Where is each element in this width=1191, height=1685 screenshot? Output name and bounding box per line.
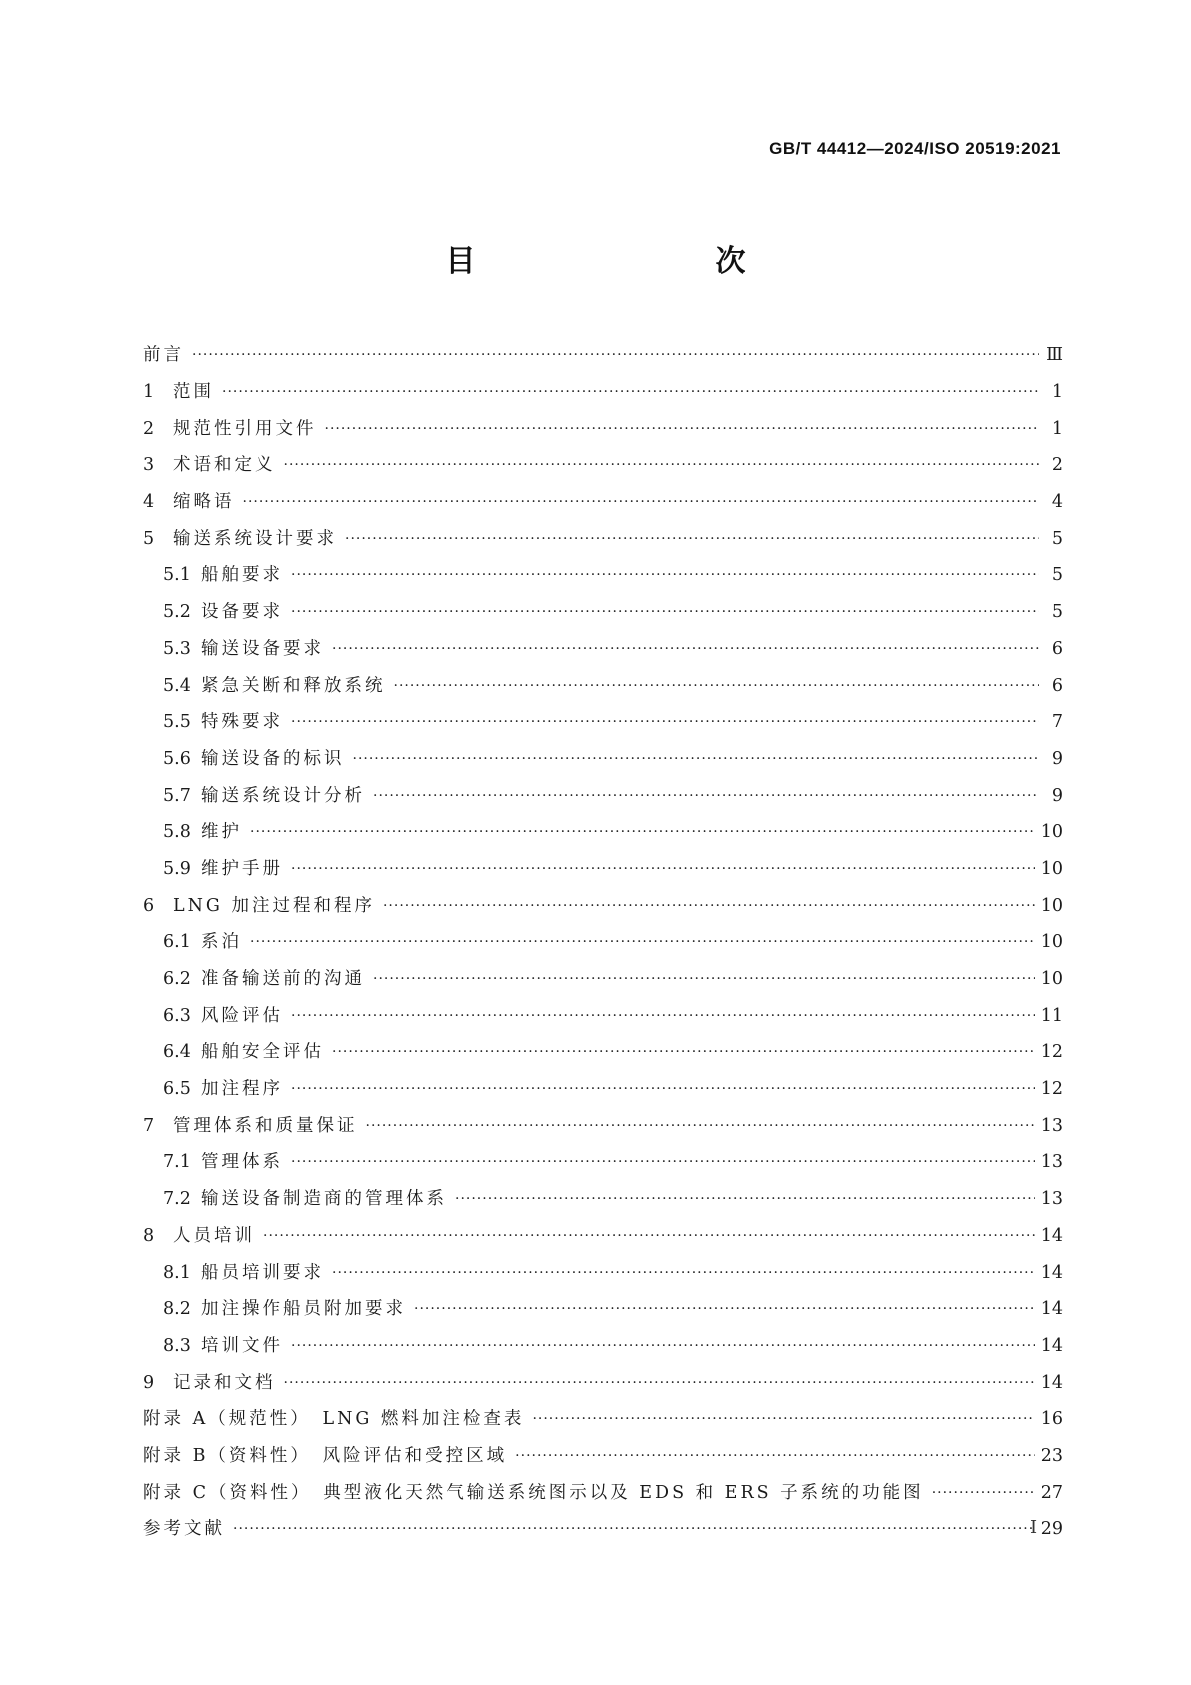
page-title: 目 次: [445, 244, 806, 279]
toc-dot-leader: [532, 1408, 1034, 1430]
toc-entry[interactable]: [143, 1328, 1063, 1365]
toc-dot-leader: [243, 491, 1040, 513]
toc-entry-number: 5.5: [163, 712, 191, 733]
toc-entry-title: 输送系统设计要求: [173, 528, 337, 549]
toc-entry-page: 14: [1040, 1335, 1063, 1356]
toc-entry-title: 输送设备要求: [201, 638, 324, 659]
toc-dot-leader: [263, 1225, 1035, 1247]
toc-entry-page: 23: [1040, 1445, 1063, 1466]
toc-entry-number: 6.3: [163, 1005, 191, 1026]
toc-entry-number: 2: [143, 418, 155, 439]
toc-entry-page: 14: [1040, 1225, 1063, 1246]
toc-entry-number: 8.1: [163, 1262, 191, 1283]
toc-entry-page: 6: [1051, 675, 1063, 696]
toc-entry-title: 风险评估: [201, 1005, 283, 1026]
toc-entry[interactable]: [143, 1364, 1063, 1401]
toc-entry-title: 管理体系: [201, 1152, 283, 1173]
toc-entry[interactable]: [143, 1144, 1063, 1181]
toc-entry-number: 9: [143, 1372, 155, 1393]
toc-entry[interactable]: [143, 594, 1063, 631]
toc-entry[interactable]: [143, 1107, 1063, 1144]
toc-entry-title: LNG 加注过程和程序: [173, 895, 375, 916]
toc-entry-page: 14: [1040, 1262, 1063, 1283]
toc-entry[interactable]: [143, 447, 1063, 484]
toc-entry-number: 5.1: [163, 565, 191, 586]
toc-dot-leader: [233, 1517, 1038, 1540]
toc-entry[interactable]: [143, 1291, 1063, 1328]
toc-dot-leader: [291, 1078, 1035, 1100]
toc-dot-leader: [291, 1151, 1035, 1173]
standard-number: GB/T 44412—2024/ISO 20519:2021: [769, 139, 1061, 158]
toc-entry-page: 5: [1051, 565, 1063, 586]
toc-entry-page: 13: [1040, 1152, 1063, 1173]
toc-dot-leader: [332, 1041, 1035, 1063]
table-of-contents: [143, 337, 1063, 1548]
toc-entry-page: 14: [1040, 1299, 1063, 1320]
toc-entry-title: 输送设备的标识: [201, 748, 345, 769]
toc-entry-title: 规范性引用文件: [173, 418, 317, 439]
toc-entry[interactable]: [143, 704, 1063, 741]
toc-entry-page: 1: [1051, 418, 1063, 439]
toc-entry-number: 6.5: [163, 1079, 191, 1100]
toc-entry-page: 12: [1040, 1079, 1063, 1100]
toc-entry-number: 5.3: [163, 638, 191, 659]
toc-entry-page: 7: [1051, 712, 1063, 733]
toc-entry-title: 管理体系和质量保证: [173, 1115, 358, 1136]
toc-entry-number: 8: [143, 1225, 155, 1246]
toc-entry[interactable]: [143, 1071, 1063, 1108]
toc-entry-title: 范围: [173, 382, 214, 403]
toc-entry-title: 记录和文档: [173, 1372, 276, 1393]
toc-entry[interactable]: [143, 631, 1063, 668]
toc-entry-page: 10: [1040, 895, 1063, 916]
toc-entry-number: 6.1: [163, 932, 191, 953]
toc-entry[interactable]: [143, 1218, 1063, 1255]
toc-dot-leader: [455, 1188, 1035, 1210]
toc-entry-page: 1: [1051, 382, 1063, 403]
toc-entry[interactable]: [143, 520, 1063, 557]
toc-entry-number: 5.4: [163, 675, 191, 696]
toc-entry-number: 8.2: [163, 1299, 191, 1320]
toc-entry-title: 维护手册: [201, 858, 283, 879]
toc-entry[interactable]: [143, 887, 1063, 924]
toc-entry[interactable]: [143, 851, 1063, 888]
toc-dot-leader: [345, 528, 1039, 550]
toc-dot-leader: [291, 711, 1039, 733]
toc-entry-page: 4: [1051, 492, 1063, 513]
toc-entry[interactable]: [143, 777, 1063, 814]
toc-entry-number: 5: [143, 528, 155, 549]
toc-entry-title: 附录 A（规范性） LNG 燃料加注检查表: [143, 1409, 525, 1430]
toc-entry[interactable]: [143, 814, 1063, 851]
toc-entry-number: 5.9: [163, 858, 191, 879]
toc-dot-leader: [353, 748, 1040, 770]
toc-entry-page: 13: [1040, 1115, 1063, 1136]
toc-entry-title: 附录 B（资料性） 风险评估和受控区域: [143, 1445, 508, 1466]
toc-dot-leader: [192, 344, 1039, 366]
toc-entry-title: 输送系统设计分析: [201, 785, 365, 806]
toc-entry-page: 29: [1040, 1519, 1063, 1540]
toc-entry[interactable]: [143, 1438, 1063, 1475]
toc-dot-leader: [414, 1298, 1035, 1320]
toc-dot-leader: [515, 1445, 1035, 1467]
toc-entry-page: Ⅲ: [1046, 345, 1063, 366]
toc-entry-number: 5.2: [163, 602, 191, 623]
toc-entry[interactable]: [143, 1034, 1063, 1071]
toc-entry[interactable]: [143, 667, 1063, 704]
toc-dot-leader: [394, 675, 1040, 697]
toc-entry-page: 12: [1040, 1042, 1063, 1063]
toc-entry-title: 船舶要求: [201, 565, 283, 586]
toc-entry-number: 5.6: [163, 748, 191, 769]
toc-entry[interactable]: [143, 1181, 1063, 1218]
toc-entry-number: 1: [143, 382, 155, 403]
toc-dot-leader: [291, 1335, 1035, 1357]
toc-entry-number: 8.3: [163, 1335, 191, 1356]
toc-entry-title: 加注操作船员附加要求: [201, 1299, 406, 1320]
toc-entry-title: 船员培训要求: [201, 1262, 324, 1283]
toc-entry-page: 10: [1040, 932, 1063, 953]
toc-entry[interactable]: [143, 1511, 1063, 1548]
toc-entry-number: 6.2: [163, 969, 191, 990]
toc-entry[interactable]: [143, 337, 1063, 374]
toc-entry-number: 5.8: [163, 822, 191, 843]
toc-entry[interactable]: [143, 1474, 1063, 1511]
toc-dot-leader: [373, 968, 1035, 990]
toc-entry-number: 6: [143, 895, 155, 916]
toc-entry[interactable]: [143, 374, 1063, 411]
toc-entry-title: 前言: [143, 345, 184, 366]
toc-entry[interactable]: [143, 557, 1063, 594]
toc-entry-title: 船舶安全评估: [201, 1042, 324, 1063]
toc-entry-number: 7: [143, 1115, 155, 1136]
toc-dot-leader: [366, 1115, 1035, 1137]
toc-entry-page: 6: [1051, 638, 1063, 659]
toc-entry-number: 4: [143, 492, 155, 513]
footer-page-number: I: [1030, 1517, 1038, 1538]
toc-entry-title: 紧急关断和释放系统: [201, 675, 386, 696]
toc-entry-page: 11: [1040, 1005, 1063, 1026]
toc-entry-page: 16: [1040, 1409, 1063, 1430]
toc-entry-title: 准备输送前的沟通: [201, 969, 365, 990]
toc-dot-leader: [291, 601, 1039, 623]
toc-entry[interactable]: [143, 924, 1063, 961]
toc-dot-leader: [222, 381, 1039, 403]
toc-entry-page: 14: [1040, 1372, 1063, 1393]
toc-dot-leader: [250, 931, 1035, 953]
toc-entry-page: 10: [1040, 969, 1063, 990]
toc-entry[interactable]: [143, 1254, 1063, 1291]
toc-entry-page: 5: [1051, 602, 1063, 623]
toc-entry-title: 缩略语: [173, 492, 235, 513]
toc-entry[interactable]: [143, 410, 1063, 447]
toc-dot-leader: [284, 1372, 1035, 1394]
toc-entry-page: 5: [1051, 528, 1063, 549]
toc-entry[interactable]: [143, 997, 1063, 1034]
toc-entry-title: 参考文献: [143, 1519, 225, 1540]
toc-entry-page: 2: [1051, 455, 1063, 476]
toc-dot-leader: [250, 821, 1035, 843]
toc-entry-number: 7.1: [163, 1152, 191, 1173]
toc-entry-title: 系泊: [201, 932, 242, 953]
toc-entry-title: 输送设备制造商的管理体系: [201, 1189, 447, 1210]
toc-entry-page: 10: [1040, 822, 1063, 843]
toc-dot-leader: [932, 1482, 1035, 1504]
toc-dot-leader: [373, 785, 1039, 807]
toc-entry-title: 特殊要求: [201, 712, 283, 733]
toc-entry-page: 9: [1051, 785, 1063, 806]
toc-entry-title: 设备要求: [201, 602, 283, 623]
toc-entry-title: 附录 C（资料性） 典型液化天然气输送系统图示以及 EDS 和 ERS 子系统的功能图: [143, 1482, 924, 1503]
toc-entry[interactable]: [143, 1401, 1063, 1438]
toc-dot-leader: [291, 564, 1039, 586]
toc-entry[interactable]: [143, 961, 1063, 998]
toc-entry-title: 术语和定义: [173, 455, 276, 476]
toc-entry-page: 27: [1040, 1482, 1063, 1503]
toc-dot-leader: [332, 1262, 1035, 1284]
toc-entry[interactable]: [143, 741, 1063, 778]
toc-entry[interactable]: [143, 484, 1063, 521]
toc-entry-number: 5.7: [163, 785, 191, 806]
toc-dot-leader: [332, 638, 1039, 660]
toc-dot-leader: [383, 895, 1035, 917]
toc-entry-number: 3: [143, 455, 155, 476]
toc-entry-title: 加注程序: [201, 1079, 283, 1100]
toc-entry-number: 6.4: [163, 1042, 191, 1063]
toc-dot-leader: [291, 858, 1035, 880]
toc-entry-number: 7.2: [163, 1189, 191, 1210]
toc-entry-page: 9: [1051, 748, 1063, 769]
toc-entry-page: 10: [1040, 858, 1063, 879]
toc-entry-page: 13: [1040, 1189, 1063, 1210]
toc-entry-title: 培训文件: [201, 1335, 283, 1356]
toc-dot-leader: [291, 1005, 1035, 1027]
toc-entry-title: 人员培训: [173, 1225, 255, 1246]
toc-dot-leader: [284, 454, 1040, 476]
toc-dot-leader: [325, 418, 1040, 440]
toc-entry-title: 维护: [201, 822, 242, 843]
